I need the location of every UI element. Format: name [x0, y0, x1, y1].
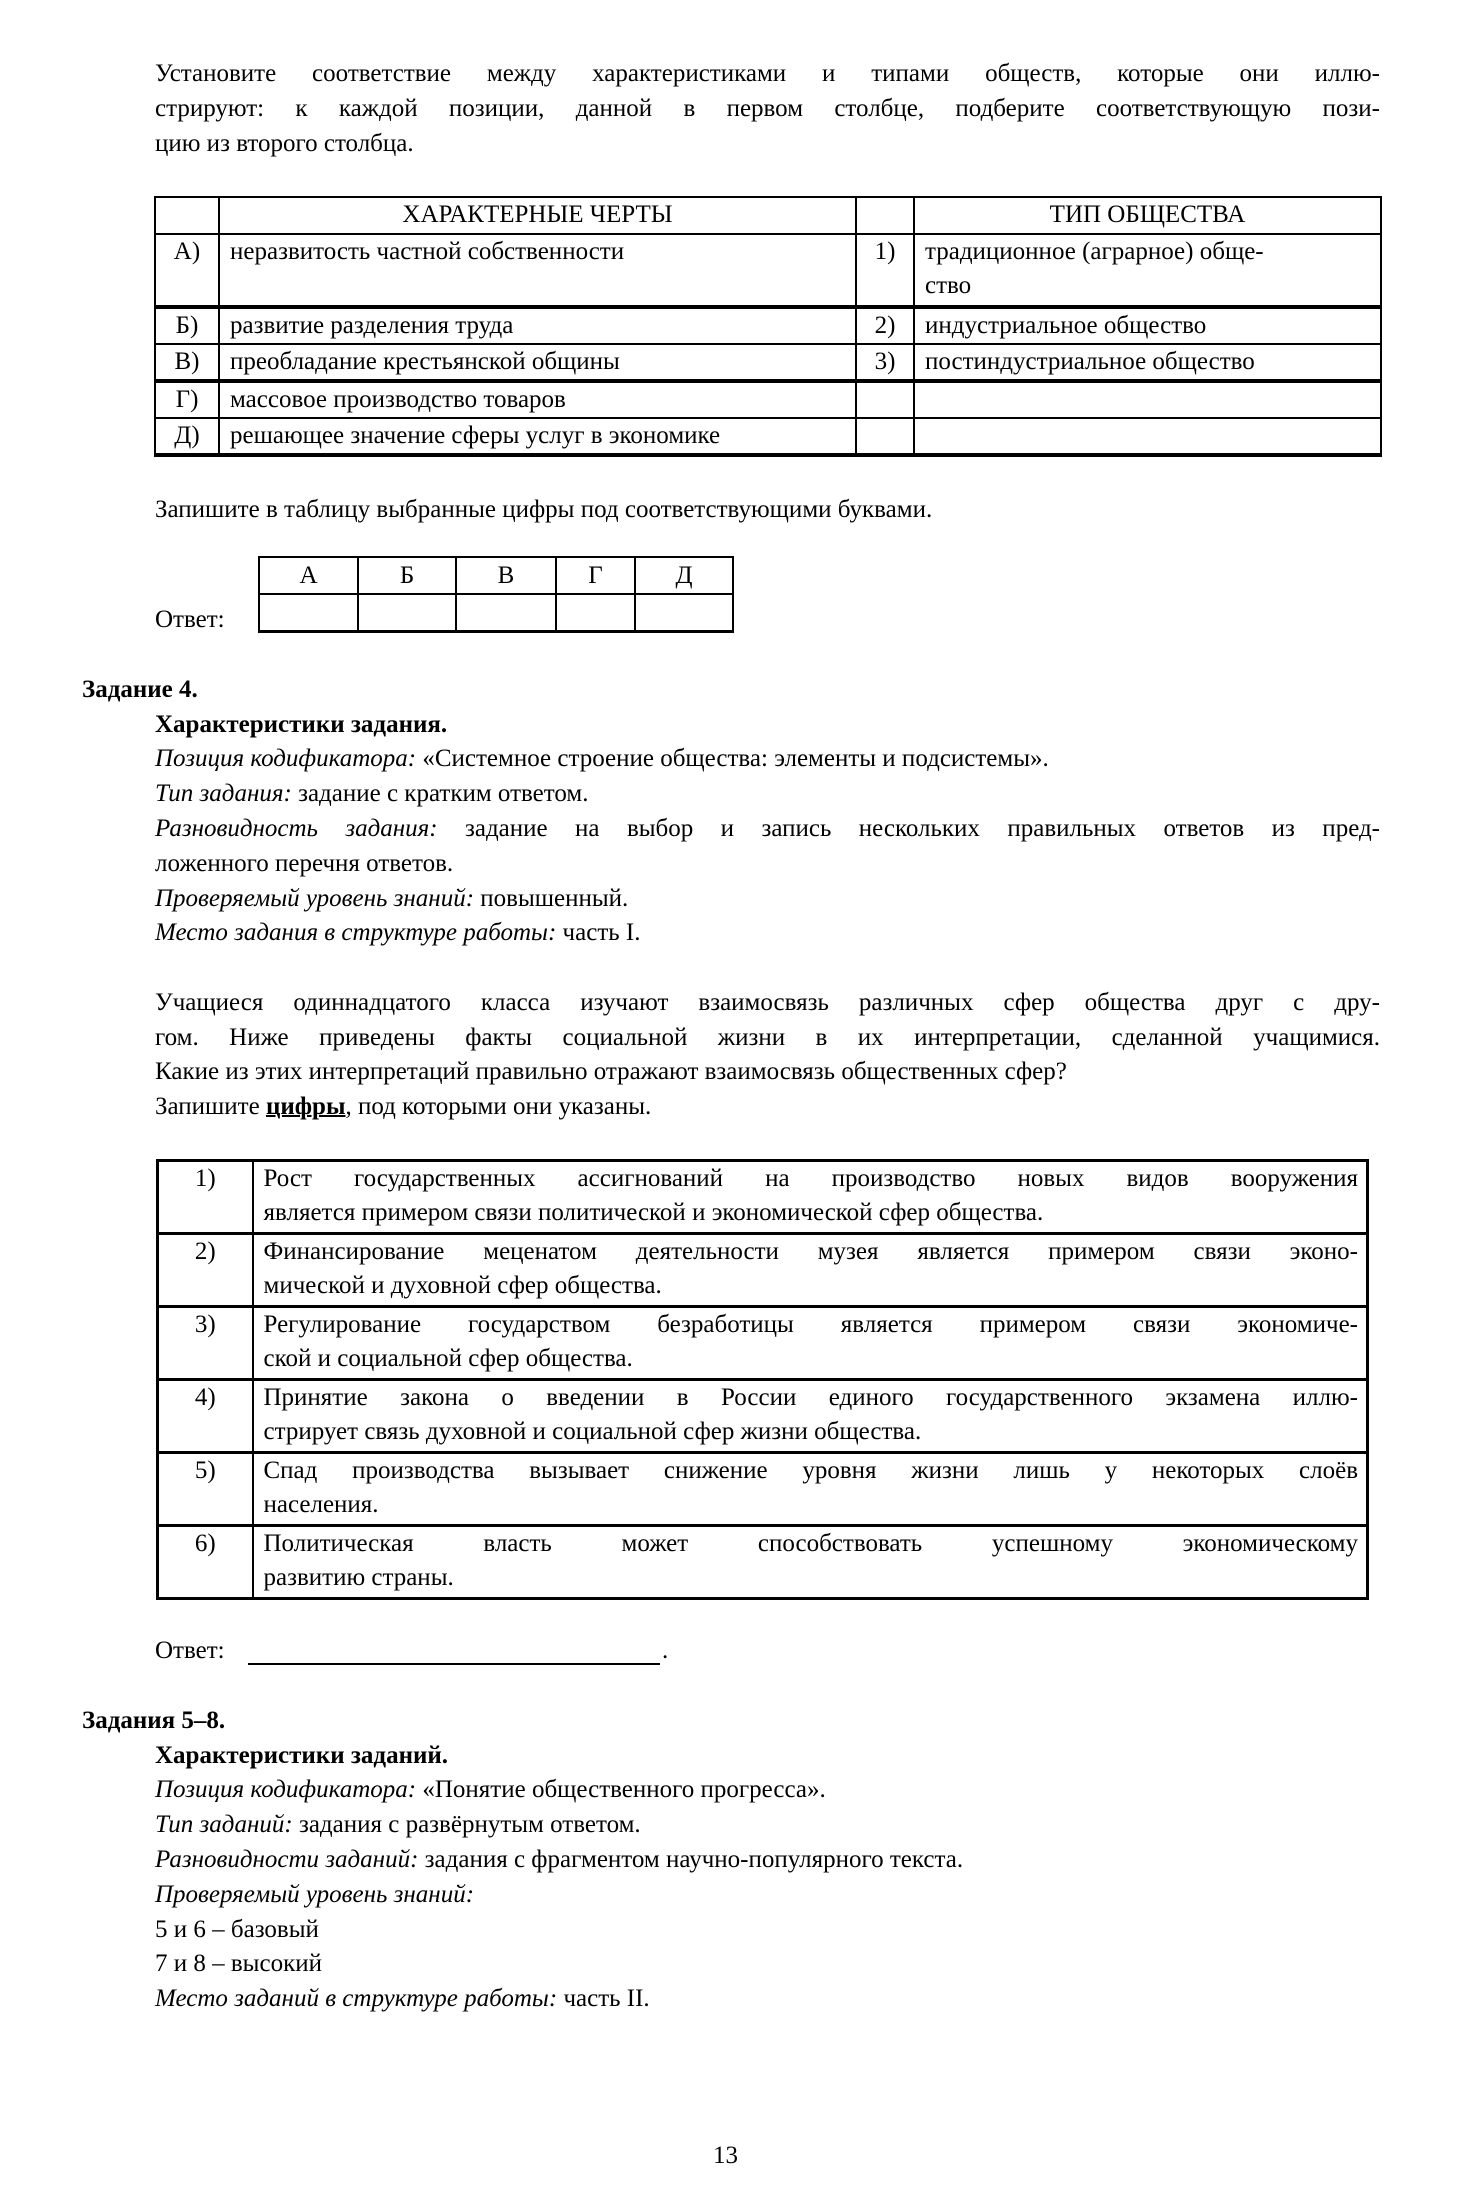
- option-text: Спад производства вызывает снижение уровня жизни лишь у некоторых слоёв населения.: [253, 1453, 1368, 1526]
- intro-line: Установите соответствие между характеристиками и типами обществ, которые они иллю-: [155, 60, 1380, 87]
- tasks5-8-place: Место заданий в структуре работы: часть II.: [155, 1985, 650, 2012]
- row-type: традиционное (аграрное) обще- ство: [914, 234, 1381, 307]
- tasks5-8-position: Позиция кодификатора: «Понятие общественного прогресса».: [155, 1776, 826, 1803]
- question-line: Учащиеся одиннадцатого класса изучают взаимосвязь различных сфер общества друг с дру-: [155, 989, 1380, 1016]
- option-row: [158, 1307, 1368, 1380]
- answer-cell-v[interactable]: [456, 594, 556, 632]
- task4-type: Тип задания: задание с кратким ответом.: [155, 780, 589, 807]
- option-row: [158, 1161, 1368, 1234]
- row-key: Б): [155, 307, 219, 344]
- task4-subtitle: Характеристики задания.: [155, 711, 448, 738]
- task4-variety: Разновидность задания: задание на выбор и запись нескольких правильных ответов из пред-: [155, 815, 1381, 842]
- task4-answer-label: Ответ:: [155, 1637, 225, 1664]
- matching-row: [155, 344, 1381, 381]
- option-row: [158, 1526, 1368, 1599]
- task4-answer-field[interactable]: [248, 1637, 660, 1665]
- question-line: Какие из этих интерпретаций правильно отражают взаимосвязь общественных сфер?: [155, 1058, 1067, 1085]
- task4-position: Позиция кодификатора: «Системное строение общества: элементы и подсистемы».: [155, 745, 1049, 772]
- option-text: Финансирование меценатом деятельности музея является примером связи эконо- мической и духовной сфер общества.: [253, 1234, 1368, 1307]
- task4-answer-end: .: [662, 1637, 669, 1664]
- row-key: В): [155, 344, 219, 381]
- page-number: 13: [713, 2142, 738, 2169]
- option-row: [158, 1234, 1368, 1307]
- answer-cell-b[interactable]: [358, 594, 456, 632]
- matching-row: [155, 418, 1381, 455]
- matching-row: [155, 234, 1381, 307]
- task4-title: Задание 4.: [82, 676, 198, 703]
- option-number: 5): [158, 1453, 253, 1526]
- answer-cell-a[interactable]: [259, 594, 358, 632]
- row-type: постиндустриальное общество: [914, 344, 1381, 381]
- option-text: Принятие закона о введении в России единого государственного экзамена иллю- стрирует связь духовной и социальной сфер жизни общества.: [253, 1380, 1368, 1453]
- option-text: Политическая власть может способствовать успешному экономическому развитию страны.: [253, 1526, 1368, 1599]
- option-number: 4): [158, 1380, 253, 1453]
- tasks5-8-title: Задания 5–8.: [82, 1707, 226, 1734]
- answer-letter: В: [456, 557, 556, 594]
- option-text: Регулирование государством безработицы является примером связи экономиче- ской и социальной сфер общества.: [253, 1307, 1368, 1380]
- option-number: 3): [158, 1307, 253, 1380]
- matching-table-header: [155, 197, 1381, 234]
- tasks5-8-type: Тип заданий: задания с развёрнутым ответом.: [155, 1811, 641, 1838]
- row-characteristic: преобладание крестьянской общины: [219, 344, 856, 381]
- task4-level: Проверяемый уровень знаний: повышенный.: [155, 885, 629, 912]
- options-table: [156, 1159, 1369, 1600]
- option-number: 6): [158, 1526, 253, 1599]
- tasks5-8-level-basic: 5 и 6 – базовый: [155, 1916, 319, 1943]
- tasks5-8-level-label: Проверяемый уровень знаний:: [155, 1881, 475, 1908]
- row-type-key: 2): [856, 307, 914, 344]
- answer-letter: А: [259, 557, 358, 594]
- row-type-key: 3): [856, 344, 914, 381]
- matching-table: [154, 196, 1382, 457]
- option-row: [158, 1380, 1368, 1453]
- row-key: А): [155, 234, 219, 307]
- option-text: Рост государственных ассигнований на производство новых видов вооружения является примером связи политической и экономической сфер общества.: [253, 1161, 1368, 1234]
- answer-letter: Г: [556, 557, 635, 594]
- instruction-text: Запишите в таблицу выбранные цифры под соответствующими буквами.: [155, 496, 933, 523]
- question-line: Запишите цифры, под которыми они указаны.: [155, 1093, 652, 1120]
- answer-grid-inputs: [259, 594, 733, 632]
- tasks5-8-variety: Разновидности заданий: задания с фрагментом научно-популярного текста.: [155, 1846, 964, 1873]
- answer-label: Ответ:: [155, 606, 225, 633]
- row-key: Г): [155, 381, 219, 418]
- task4-variety-cont: ложенного перечня ответов.: [155, 850, 454, 877]
- answer-cell-d[interactable]: [635, 594, 733, 632]
- row-type: индустриальное общество: [914, 307, 1381, 344]
- tasks5-8-level-high: 7 и 8 – высокий: [155, 1950, 322, 1977]
- option-number: 1): [158, 1161, 253, 1234]
- option-number: 2): [158, 1234, 253, 1307]
- tasks5-8-subtitle: Характеристики заданий.: [155, 1742, 449, 1769]
- answer-letter: Б: [358, 557, 456, 594]
- answer-cell-g[interactable]: [556, 594, 635, 632]
- row-characteristic: решающее значение сферы услуг в экономике: [219, 418, 856, 455]
- matching-row: [155, 381, 1381, 418]
- answer-letter: Д: [635, 557, 733, 594]
- row-characteristic: массовое производство товаров: [219, 381, 856, 418]
- intro-line: стрируют: к каждой позиции, данной в первом столбце, подберите соответствующую пози-: [155, 95, 1380, 122]
- row-key: Д): [155, 418, 219, 455]
- question-line: гом. Ниже приведены факты социальной жизни в их интерпретации, сделанной учащимися.: [155, 1024, 1380, 1051]
- row-characteristic: неразвитость частной собственности: [219, 234, 856, 307]
- row-characteristic: развитие разделения труда: [219, 307, 856, 344]
- answer-grid-letters: [259, 557, 733, 594]
- matching-row: [155, 307, 1381, 344]
- option-row: [158, 1453, 1368, 1526]
- answer-grid: [258, 556, 734, 633]
- row-type-key: 1): [856, 234, 914, 307]
- task4-place: Место задания в структуре работы: часть I.: [155, 919, 641, 946]
- header-society-type: ТИП ОБЩЕСТВА: [914, 197, 1381, 234]
- intro-line: цию из второго столбца.: [155, 130, 414, 157]
- header-characteristics: ХАРАКТЕРНЫЕ ЧЕРТЫ: [219, 197, 856, 234]
